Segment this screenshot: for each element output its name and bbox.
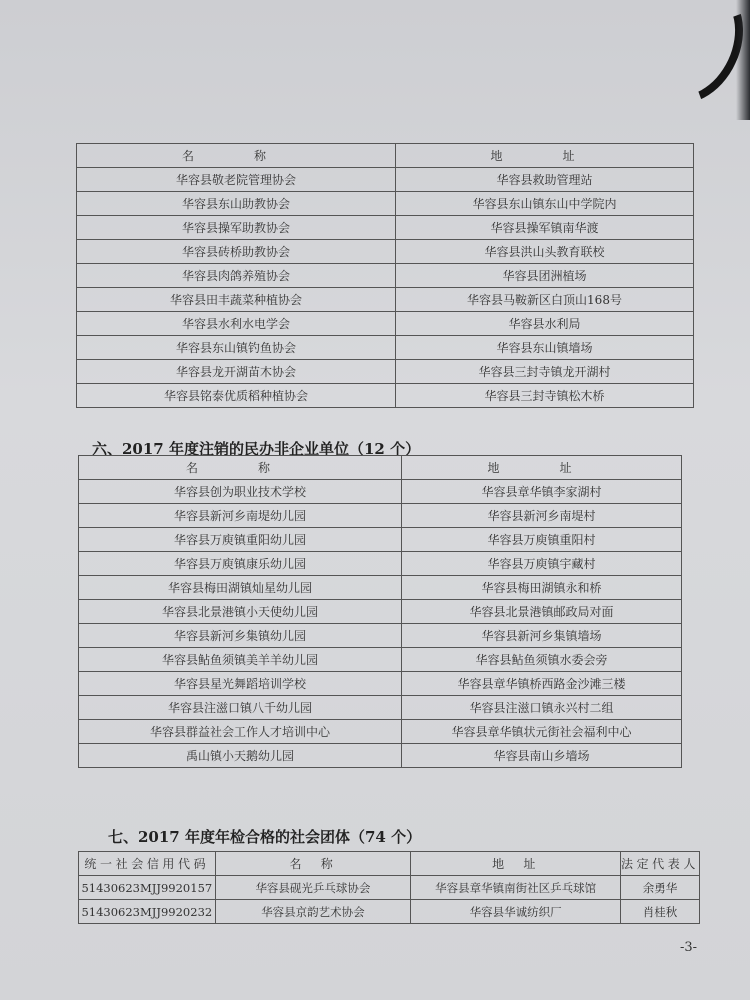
address-header: 地 址 xyxy=(402,456,682,480)
name-header: 名 称 xyxy=(77,144,396,168)
org-name: 华容县水利水电学会 xyxy=(77,312,396,336)
unit-address: 华容县注滋口镇永兴村二组 xyxy=(402,696,682,720)
section-7-title: 七、2017 年度年检合格的社会团体（74 个） xyxy=(108,828,422,846)
org-name: 华容县龙开湖苗木协会 xyxy=(77,360,396,384)
table-header-row xyxy=(77,144,694,168)
table-row xyxy=(79,504,682,528)
unit-name: 华容县万庾镇康乐幼儿园 xyxy=(79,552,402,576)
credit-code: 51430623MJJ9920157 xyxy=(79,876,216,900)
unit-address: 华容县南山乡墙场 xyxy=(402,744,682,768)
table-row xyxy=(77,384,694,408)
table-row xyxy=(77,240,694,264)
unit-name: 华容县万庾镇重阳幼儿园 xyxy=(79,528,402,552)
org-address: 华容县洪山头教育联校 xyxy=(396,240,694,264)
org-address: 华容县东山镇墙场 xyxy=(396,336,694,360)
org-address: 华容县马鞍新区白顶山168号 xyxy=(396,288,694,312)
table-row xyxy=(79,900,700,924)
table-row xyxy=(77,216,694,240)
credit-code: 51430623MJJ9920232 xyxy=(79,900,216,924)
qualified-groups-table xyxy=(78,851,700,924)
unit-name: 禹山镇小天鹅幼儿园 xyxy=(79,744,402,768)
address-header: 地 址 xyxy=(396,144,694,168)
org-address: 华容县团洲植场 xyxy=(396,264,694,288)
table-row xyxy=(77,288,694,312)
page-number: -3- xyxy=(680,940,698,955)
table-row xyxy=(79,876,700,900)
table-row xyxy=(77,336,694,360)
org-address: 华容县水利局 xyxy=(396,312,694,336)
page-edge xyxy=(736,0,750,120)
section-6-title: 六、2017 年度注销的民办非企业单位（12 个） xyxy=(92,440,421,458)
address-header: 地 址 xyxy=(411,852,621,876)
unit-name: 华容县梅田湖镇灿星幼儿园 xyxy=(79,576,402,600)
unit-address: 华容县北景港镇邮政局对面 xyxy=(402,600,682,624)
table-row xyxy=(79,720,682,744)
unit-address: 华容县章华镇李家湖村 xyxy=(402,480,682,504)
unit-name: 华容县星光舞蹈培训学校 xyxy=(79,672,402,696)
table-row xyxy=(79,672,682,696)
unit-name: 华容县鲇鱼须镇美羊羊幼儿园 xyxy=(79,648,402,672)
unit-address: 华容县新河乡南堤村 xyxy=(402,504,682,528)
unit-address: 华容县章华镇状元街社会福利中心 xyxy=(402,720,682,744)
org-address: 华容县救助管理站 xyxy=(396,168,694,192)
table-row xyxy=(77,192,694,216)
unit-name: 华容县新河乡集镇幼儿园 xyxy=(79,624,402,648)
unit-address: 华容县万庾镇宇藏村 xyxy=(402,552,682,576)
group-name: 华容县砚光乒乓球协会 xyxy=(215,876,411,900)
org-address: 华容县东山镇东山中学院内 xyxy=(396,192,694,216)
table-row xyxy=(77,312,694,336)
unit-name: 华容县群益社会工作人才培训中心 xyxy=(79,720,402,744)
org-name: 华容县东山镇钓鱼协会 xyxy=(77,336,396,360)
unit-address: 华容县万庾镇重阳村 xyxy=(402,528,682,552)
group-address: 华容县章华镇南街社区乒乓球馆 xyxy=(411,876,621,900)
group-name: 华容县京韵艺术协会 xyxy=(215,900,411,924)
unit-address: 华容县新河乡集镇墙场 xyxy=(402,624,682,648)
org-name: 华容县操军助教协会 xyxy=(77,216,396,240)
table-header-row xyxy=(79,456,682,480)
table-row xyxy=(79,624,682,648)
legal-representative: 余勇华 xyxy=(620,876,699,900)
table-row xyxy=(79,552,682,576)
representative-header: 法定代表人 xyxy=(620,852,699,876)
org-name: 华容县肉鸽养殖协会 xyxy=(77,264,396,288)
table-row xyxy=(79,648,682,672)
table-row xyxy=(77,264,694,288)
group-address: 华容县华诚纺织厂 xyxy=(411,900,621,924)
name-header: 名 称 xyxy=(79,456,402,480)
unit-name: 华容县创为职业技术学校 xyxy=(79,480,402,504)
name-header: 名 称 xyxy=(215,852,411,876)
deregistered-units-table xyxy=(78,455,682,768)
org-address: 华容县操军镇南华渡 xyxy=(396,216,694,240)
org-name: 华容县砖桥助教协会 xyxy=(77,240,396,264)
unit-name: 华容县北景港镇小天使幼儿园 xyxy=(79,600,402,624)
table-row xyxy=(79,528,682,552)
table-row xyxy=(79,744,682,768)
unit-name: 华容县注滋口镇八千幼儿园 xyxy=(79,696,402,720)
org-address: 华容县三封寺镇松木桥 xyxy=(396,384,694,408)
table-row xyxy=(79,576,682,600)
credit-code-header: 统一社会信用代码 xyxy=(79,852,216,876)
unit-name: 华容县新河乡南堤幼儿园 xyxy=(79,504,402,528)
org-name: 华容县铭泰优质稻种植协会 xyxy=(77,384,396,408)
unit-address: 华容县梅田湖镇永和桥 xyxy=(402,576,682,600)
table-header-row xyxy=(79,852,700,876)
org-name: 华容县敬老院管理协会 xyxy=(77,168,396,192)
organizations-table xyxy=(76,143,694,408)
org-address: 华容县三封寺镇龙开湖村 xyxy=(396,360,694,384)
unit-address: 华容县章华镇桥西路金沙滩三楼 xyxy=(402,672,682,696)
table-row xyxy=(79,696,682,720)
legal-representative: 肖桂秋 xyxy=(620,900,699,924)
org-name: 华容县东山助教协会 xyxy=(77,192,396,216)
cable-shadow xyxy=(622,0,750,120)
table-row xyxy=(79,600,682,624)
table-row xyxy=(77,168,694,192)
table-row xyxy=(77,360,694,384)
unit-address: 华容县鲇鱼须镇水委会旁 xyxy=(402,648,682,672)
org-name: 华容县田丰蔬菜种植协会 xyxy=(77,288,396,312)
table-row xyxy=(79,480,682,504)
